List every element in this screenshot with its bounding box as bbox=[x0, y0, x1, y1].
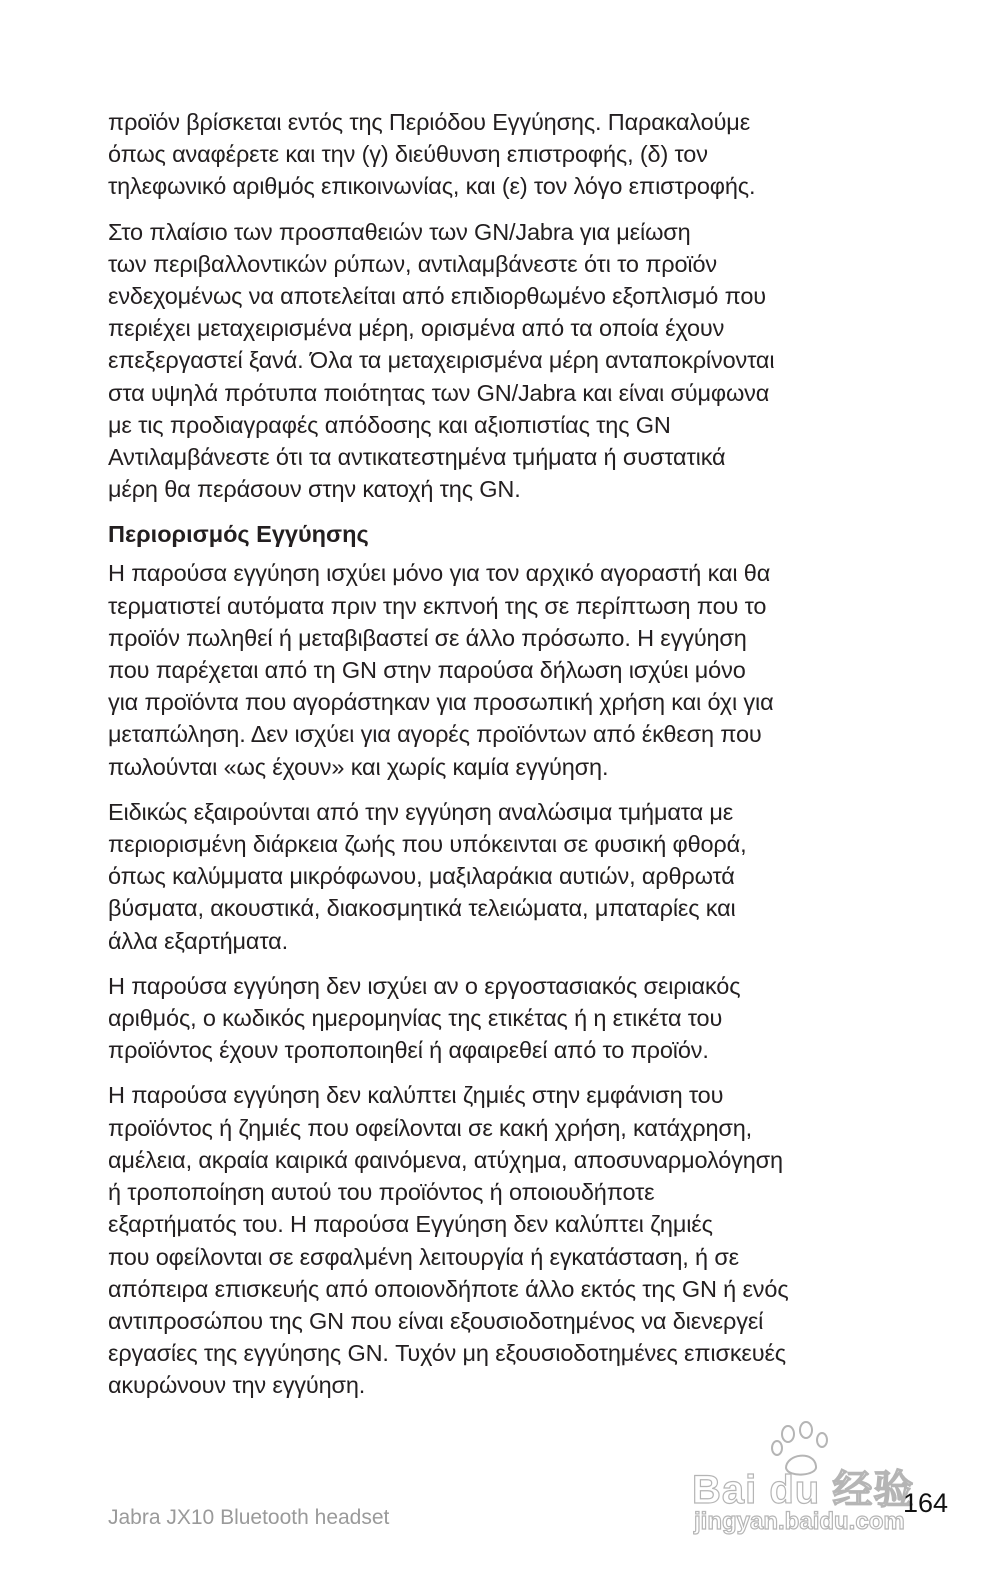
paragraph-original-purchaser: Η παρούσα εγγύηση ισχύει μόνο για τον αρχικό αγοραστή και θα τερματιστεί αυτόματα πριν την εκπνοή της σε περίπτωση που το προϊόν πωληθεί ή μεταβιβαστεί σε άλλο πρόσωπο. Η εγγύηση που παρέχεται από τη GN στην παρούσα δήλωση ισχύει μόνο για προϊόντα που αγοράστηκαν για προσωπική χρήση και όχι για μεταπώληση. Δεν ισχύει για αγορές προϊόντων από έκθεση που πωλούνται «ως έχουν» και χωρίς καμία εγγύηση. bbox=[108, 560, 774, 780]
paragraph-return-info: προϊόν βρίσκεται εντός της Περιόδου Εγγύησης. Παρακαλούμε όπως αναφέρετε και την (γ) διεύθυνση επιστροφής, (δ) τον τηλεφωνικό αριθμός επικοινωνίας, και (ε) τον λόγο επιστροφής. bbox=[108, 109, 756, 200]
watermark-brand: Bai du 经验 bbox=[692, 1468, 915, 1512]
footer-product-title: Jabra JX10 Bluetooth headset bbox=[108, 1506, 390, 1529]
section-heading-warranty-limitation: Περιορισμός Εγγύησης bbox=[108, 521, 369, 548]
paragraph-damage-exclusions: Η παρούσα εγγύηση δεν καλύπτει ζημιές στην εμφάνιση του προϊόντος ή ζημιές που οφείλονται σε κακή χρήση, κατάχρηση, αμέλεια, ακραία καιρικά φαινόμενα, ατύχημα, αποσυναρμολόγηση ή τροποποίηση αυτού του προϊόντος ή οποιουδήποτε εξαρτήματός του. Η παρούσα Εγγύηση δεν καλύπτει ζημιές που οφείλονται σε εσφαλμένη λειτουργία ή εγκατάσταση, ή σε απόπειρα επισκευής από οποιονδήποτε άλλο εκτός της GN ή ενός αντιπροσώπου της GN που είναι εξουσιοδοτημένος να διενεργεί εργασίες της εγγύησης GN. Τυχόν μη εξουσιοδοτημένες επισκευές ακυρώνουν την εγγύηση. bbox=[108, 1082, 789, 1399]
paragraph-refurbished-parts: Στο πλαίσιο των προσπαθειών των GN/Jabra για μείωση των περιβαλλοντικών ρύπων, αντιλαμβάνεστε ότι το προϊόν ενδεχομένως να αποτελείται από επιδιορθωμένο εξοπλισμό που περιέχει μεταχειρισμένα μέρη, ορισμένα από τα οποία έχουν επεξεργαστεί ξανά. Όλα τα μεταχειρισμένα μέρη ανταποκρίνονται στα υψηλά πρότυπα ποιότητας των GN/Jabra και είναι σύμφωνα με τις προδιαγραφές απόδοσης και αξιοπιστίας της GN Αντιλαμβάνεστε ότι τα αντικατεστημένα τμήματα ή συστατικά μέρη θα περάσουν στην κατοχή της GN. bbox=[108, 218, 775, 503]
paragraph-consumable-parts: Ειδικώς εξαιρούνται από την εγγύηση αναλώσιμα τμήματα με περιορισμένη διάρκεια ζωής που υπόκεινται σε φυσική φθορά, όπως καλύμματα μικρόφωνου, μαξιλαράκια αυτιών, αρθρωτά βύσματα, ακουστικά, διακοσμητικά τελειώματα, μπαταρίες και άλλα εξαρτήματα. bbox=[108, 798, 747, 954]
baidu-watermark bbox=[690, 1420, 920, 1540]
page-content bbox=[108, 106, 898, 1415]
page-number: 164 bbox=[903, 1488, 949, 1518]
paragraph-serial-number: Η παρούσα εγγύηση δεν ισχύει αν ο εργοστασιακός σειριακός αριθμός, ο κωδικός ημερομηνίας της ετικέτας ή η ετικέτα του προϊόντος έχουν τροποποιηθεί ή αφαιρεθεί από το προϊόν. bbox=[108, 972, 741, 1064]
watermark-url: jingyan.baidu.com bbox=[694, 1508, 905, 1535]
